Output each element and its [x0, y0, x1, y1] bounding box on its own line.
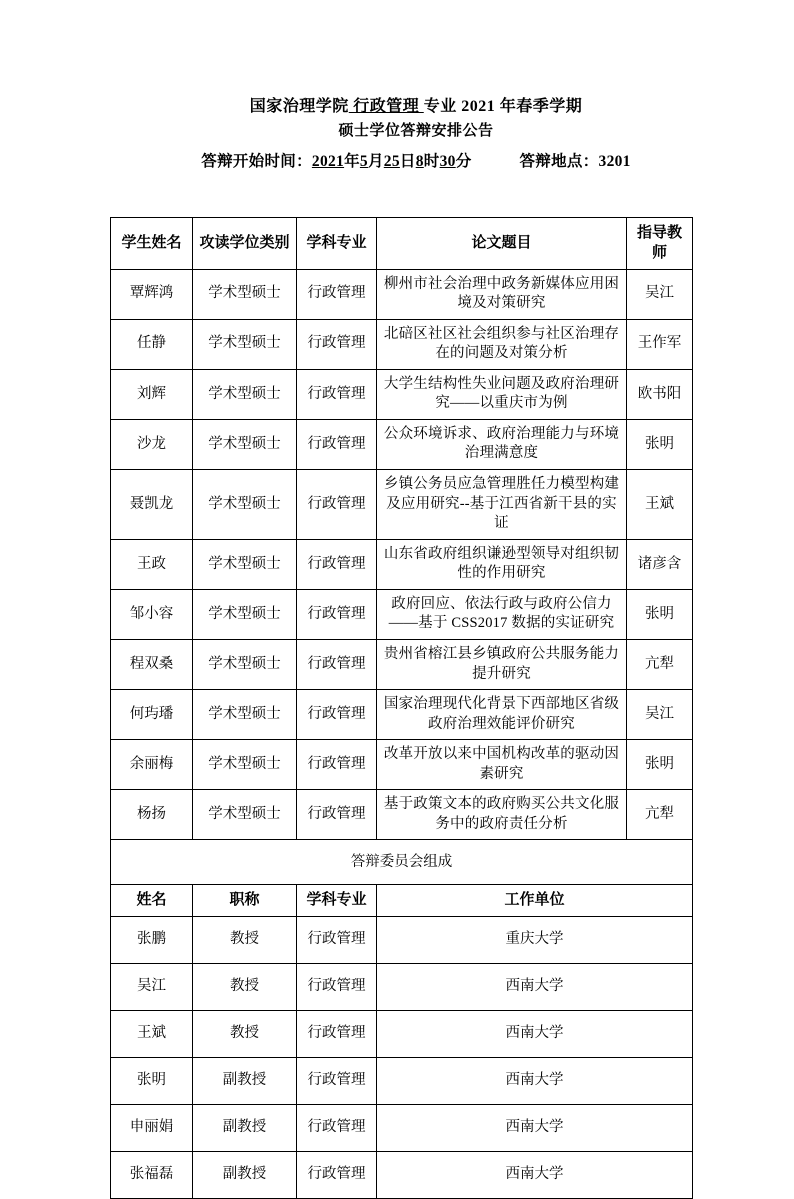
- member-title: 副教授: [193, 1104, 297, 1151]
- student-adviser: 欧书阳: [627, 369, 693, 419]
- student-name: 余丽梅: [111, 740, 193, 790]
- document-title-block: [110, 95, 722, 143]
- table-row: [111, 269, 693, 319]
- student-adviser: 诸彦含: [627, 539, 693, 589]
- student-thesis: 改革开放以来中国机构改革的驱动因素研究: [377, 740, 627, 790]
- defense-month: 5: [359, 153, 368, 171]
- student-degree: 学术型硕士: [193, 539, 297, 589]
- student-adviser: 张明: [627, 589, 693, 639]
- defense-day: 25: [383, 153, 400, 171]
- defense-minute-unit: 分: [455, 153, 472, 171]
- col-header-member-unit: 工作单位: [377, 885, 693, 916]
- student-major: 行政管理: [297, 539, 377, 589]
- student-degree: 学术型硕士: [193, 369, 297, 419]
- student-major: 行政管理: [297, 319, 377, 369]
- defense-minute: 30: [439, 153, 456, 171]
- committee-section-header-row: [111, 840, 693, 885]
- table-row: [111, 419, 693, 469]
- student-degree: 学术型硕士: [193, 790, 297, 840]
- title-term: 专业 2021 年春季学期: [423, 98, 583, 115]
- student-name: 程双桑: [111, 639, 193, 689]
- student-adviser: 张明: [627, 419, 693, 469]
- student-major: 行政管理: [297, 589, 377, 639]
- col-header-member-major: 学科专业: [297, 885, 377, 916]
- defense-hour: 8: [415, 153, 424, 171]
- table-row: [111, 1057, 693, 1104]
- student-adviser: 吴江: [627, 690, 693, 740]
- member-name: 王斌: [111, 1010, 193, 1057]
- member-name: 张明: [111, 1057, 193, 1104]
- table-row: [111, 1151, 693, 1198]
- student-degree: 学术型硕士: [193, 419, 297, 469]
- table-row: [111, 1104, 693, 1151]
- student-major: 行政管理: [297, 419, 377, 469]
- student-major: 行政管理: [297, 790, 377, 840]
- member-unit: 重庆大学: [377, 916, 693, 963]
- student-adviser: 王作军: [627, 319, 693, 369]
- table-row: [111, 639, 693, 689]
- defense-month-unit: 月: [367, 153, 384, 171]
- student-degree: 学术型硕士: [193, 269, 297, 319]
- defense-place-label: 答辩地点：: [519, 153, 599, 171]
- member-major: 行政管理: [297, 1057, 377, 1104]
- student-major: 行政管理: [297, 639, 377, 689]
- col-header-major: 学科专业: [297, 218, 377, 270]
- student-thesis: 乡镇公务员应急管理胜任力模型构建及应用研究--基于江西省新干县的实证: [377, 470, 627, 540]
- student-thesis: 国家治理现代化背景下西部地区省级政府治理效能评价研究: [377, 690, 627, 740]
- defense-meta-line: [110, 149, 722, 171]
- student-adviser: 吴江: [627, 269, 693, 319]
- member-major: 行政管理: [297, 1010, 377, 1057]
- member-major: 行政管理: [297, 963, 377, 1010]
- student-thesis: 大学生结构性失业问题及政府治理研究——以重庆市为例: [377, 369, 627, 419]
- student-name: 邹小容: [111, 589, 193, 639]
- student-adviser: 亢犁: [627, 790, 693, 840]
- committee-section-title: 答辩委员会组成: [111, 840, 693, 885]
- col-header-member-title: 职称: [193, 885, 297, 916]
- student-thesis: 政府回应、依法行政与政府公信力——基于 CSS2017 数据的实证研究: [377, 589, 627, 639]
- table-row: [111, 470, 693, 540]
- table-row: [111, 790, 693, 840]
- student-name: 王政: [111, 539, 193, 589]
- member-unit: 西南大学: [377, 1104, 693, 1151]
- member-unit: 西南大学: [377, 1010, 693, 1057]
- student-major: 行政管理: [297, 690, 377, 740]
- member-unit: 西南大学: [377, 963, 693, 1010]
- student-name: 沙龙: [111, 419, 193, 469]
- student-adviser: 张明: [627, 740, 693, 790]
- student-major: 行政管理: [297, 470, 377, 540]
- table-row: [111, 963, 693, 1010]
- committee-header-row: [111, 885, 693, 916]
- student-degree: 学术型硕士: [193, 319, 297, 369]
- defense-hour-unit: 时: [423, 153, 440, 171]
- title-line-1: [110, 95, 722, 120]
- table-row: [111, 369, 693, 419]
- member-major: 行政管理: [297, 1104, 377, 1151]
- student-degree: 学术型硕士: [193, 589, 297, 639]
- defense-place-value: 3201: [598, 153, 631, 171]
- col-header-thesis-title: 论文题目: [377, 218, 627, 270]
- title-major-underlined: 行政管理: [348, 98, 424, 115]
- student-major: 行政管理: [297, 369, 377, 419]
- member-unit: 西南大学: [377, 1057, 693, 1104]
- student-name: 何玙璠: [111, 690, 193, 740]
- student-name: 杨扬: [111, 790, 193, 840]
- defense-time-label: 答辩开始时间：: [201, 153, 312, 171]
- member-title: 副教授: [193, 1151, 297, 1198]
- table-row: [111, 589, 693, 639]
- student-thesis: 山东省政府组织谦逊型领导对组织韧性的作用研究: [377, 539, 627, 589]
- title-school: 国家治理学院: [249, 98, 349, 115]
- defense-schedule-table: [110, 217, 693, 1199]
- defense-year: 2021: [311, 153, 345, 171]
- table-row: [111, 1010, 693, 1057]
- defense-day-unit: 日: [399, 153, 416, 171]
- table-row: [111, 690, 693, 740]
- student-degree: 学术型硕士: [193, 740, 297, 790]
- member-title: 副教授: [193, 1057, 297, 1104]
- student-major: 行政管理: [297, 269, 377, 319]
- member-title: 教授: [193, 916, 297, 963]
- col-header-member-name: 姓名: [111, 885, 193, 916]
- member-unit: 西南大学: [377, 1151, 693, 1198]
- member-title: 教授: [193, 963, 297, 1010]
- member-name: 张鹏: [111, 916, 193, 963]
- member-major: 行政管理: [297, 1151, 377, 1198]
- member-name: 张福磊: [111, 1151, 193, 1198]
- student-name: 聂凯龙: [111, 470, 193, 540]
- table-row: [111, 916, 693, 963]
- student-thesis: 柳州市社会治理中政务新媒体应用困境及对策研究: [377, 269, 627, 319]
- table-row: [111, 319, 693, 369]
- student-thesis: 基于政策文本的政府购买公共文化服务中的政府责任分析: [377, 790, 627, 840]
- student-thesis: 贵州省榕江县乡镇政府公共服务能力提升研究: [377, 639, 627, 689]
- student-name: 刘辉: [111, 369, 193, 419]
- student-thesis: 北碚区社区社会组织参与社区治理存在的问题及对策分析: [377, 319, 627, 369]
- student-name: 覃辉鸿: [111, 269, 193, 319]
- student-thesis: 公众环境诉求、政府治理能力与环境治理满意度: [377, 419, 627, 469]
- student-major: 行政管理: [297, 740, 377, 790]
- table-row: [111, 740, 693, 790]
- defense-year-unit: 年: [344, 153, 360, 171]
- member-name: 申丽娟: [111, 1104, 193, 1151]
- table-header-row: [111, 218, 693, 270]
- student-degree: 学术型硕士: [193, 690, 297, 740]
- student-adviser: 王斌: [627, 470, 693, 540]
- student-degree: 学术型硕士: [193, 470, 297, 540]
- member-name: 吴江: [111, 963, 193, 1010]
- student-adviser: 亢犁: [627, 639, 693, 689]
- member-major: 行政管理: [297, 916, 377, 963]
- student-name: 任静: [111, 319, 193, 369]
- member-title: 教授: [193, 1010, 297, 1057]
- col-header-student-name: 学生姓名: [111, 218, 193, 270]
- title-line-2: 硕士学位答辩安排公告: [338, 122, 494, 139]
- col-header-adviser: 指导教师: [627, 218, 693, 270]
- col-header-degree-type: 攻读学位类别: [193, 218, 297, 270]
- table-row: [111, 539, 693, 589]
- student-degree: 学术型硕士: [193, 639, 297, 689]
